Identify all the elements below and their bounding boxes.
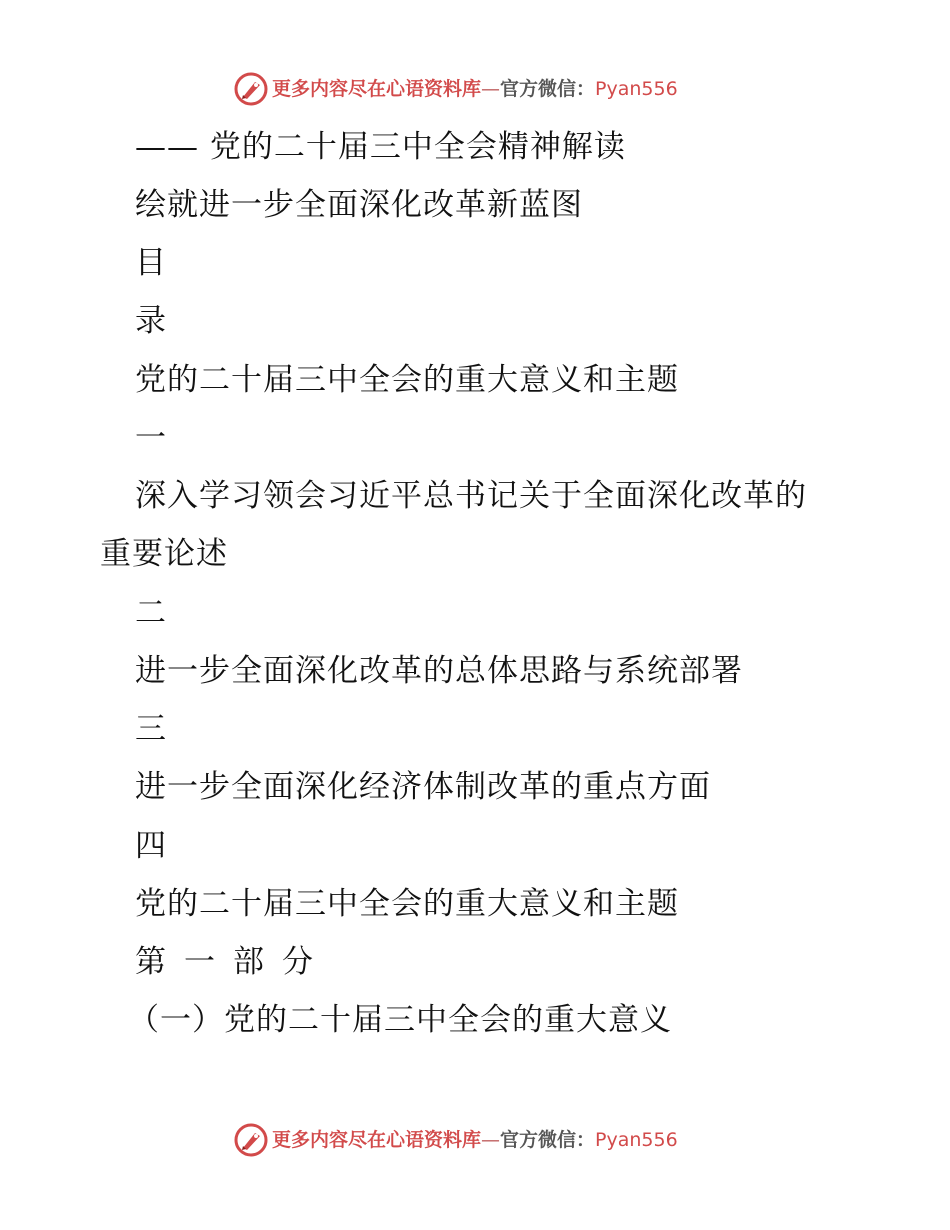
toc-item-title: 党的二十届三中全会的重大意义和主题 — [135, 362, 679, 398]
watermark-official-label: 官方微信： — [500, 1129, 596, 1151]
subsection-heading: （一）党的二十届三中全会的重大意义 — [128, 1002, 672, 1038]
toc-item-title: 党的二十届三中全会的重大意义和主题 — [135, 886, 679, 922]
watermark-dash: — — [481, 78, 501, 100]
pen-nib-icon — [234, 1123, 268, 1157]
watermark-text — [272, 1128, 678, 1152]
toc-heading-mu: 目 — [135, 245, 167, 281]
toc-item-title: 深入学习领会习近平总书记关于全面深化改革的 — [135, 478, 807, 514]
watermark-wechat-id: Pyan556 — [595, 1129, 678, 1151]
toc-item-title: 进一步全面深化经济体制改革的重点方面 — [135, 769, 711, 805]
toc-item-number: 三 — [135, 711, 167, 747]
watermark-wechat-id: Pyan556 — [595, 78, 678, 100]
doc-subtitle: —— 党的二十届三中全会精神解读 — [135, 129, 626, 165]
toc-item-title-continued: 重要论述 — [100, 536, 228, 572]
watermark-dash: — — [481, 1129, 501, 1151]
toc-item-title: 进一步全面深化改革的总体思路与系统部署 — [135, 653, 743, 689]
watermark-official-label: 官方微信： — [500, 78, 596, 100]
toc-item-number: 二 — [135, 595, 167, 631]
toc-item-number: 一 — [135, 420, 167, 456]
section-heading: 第一部分 — [135, 944, 331, 980]
watermark-brand: 更多内容尽在心语资料库 — [272, 78, 482, 100]
footer-watermark — [0, 1119, 950, 1159]
toc-item-number: 四 — [135, 828, 167, 864]
toc-heading-lu: 录 — [135, 303, 167, 339]
doc-title: 绘就进一步全面深化改革新蓝图 — [135, 187, 583, 223]
watermark-brand: 更多内容尽在心语资料库 — [272, 1129, 482, 1151]
